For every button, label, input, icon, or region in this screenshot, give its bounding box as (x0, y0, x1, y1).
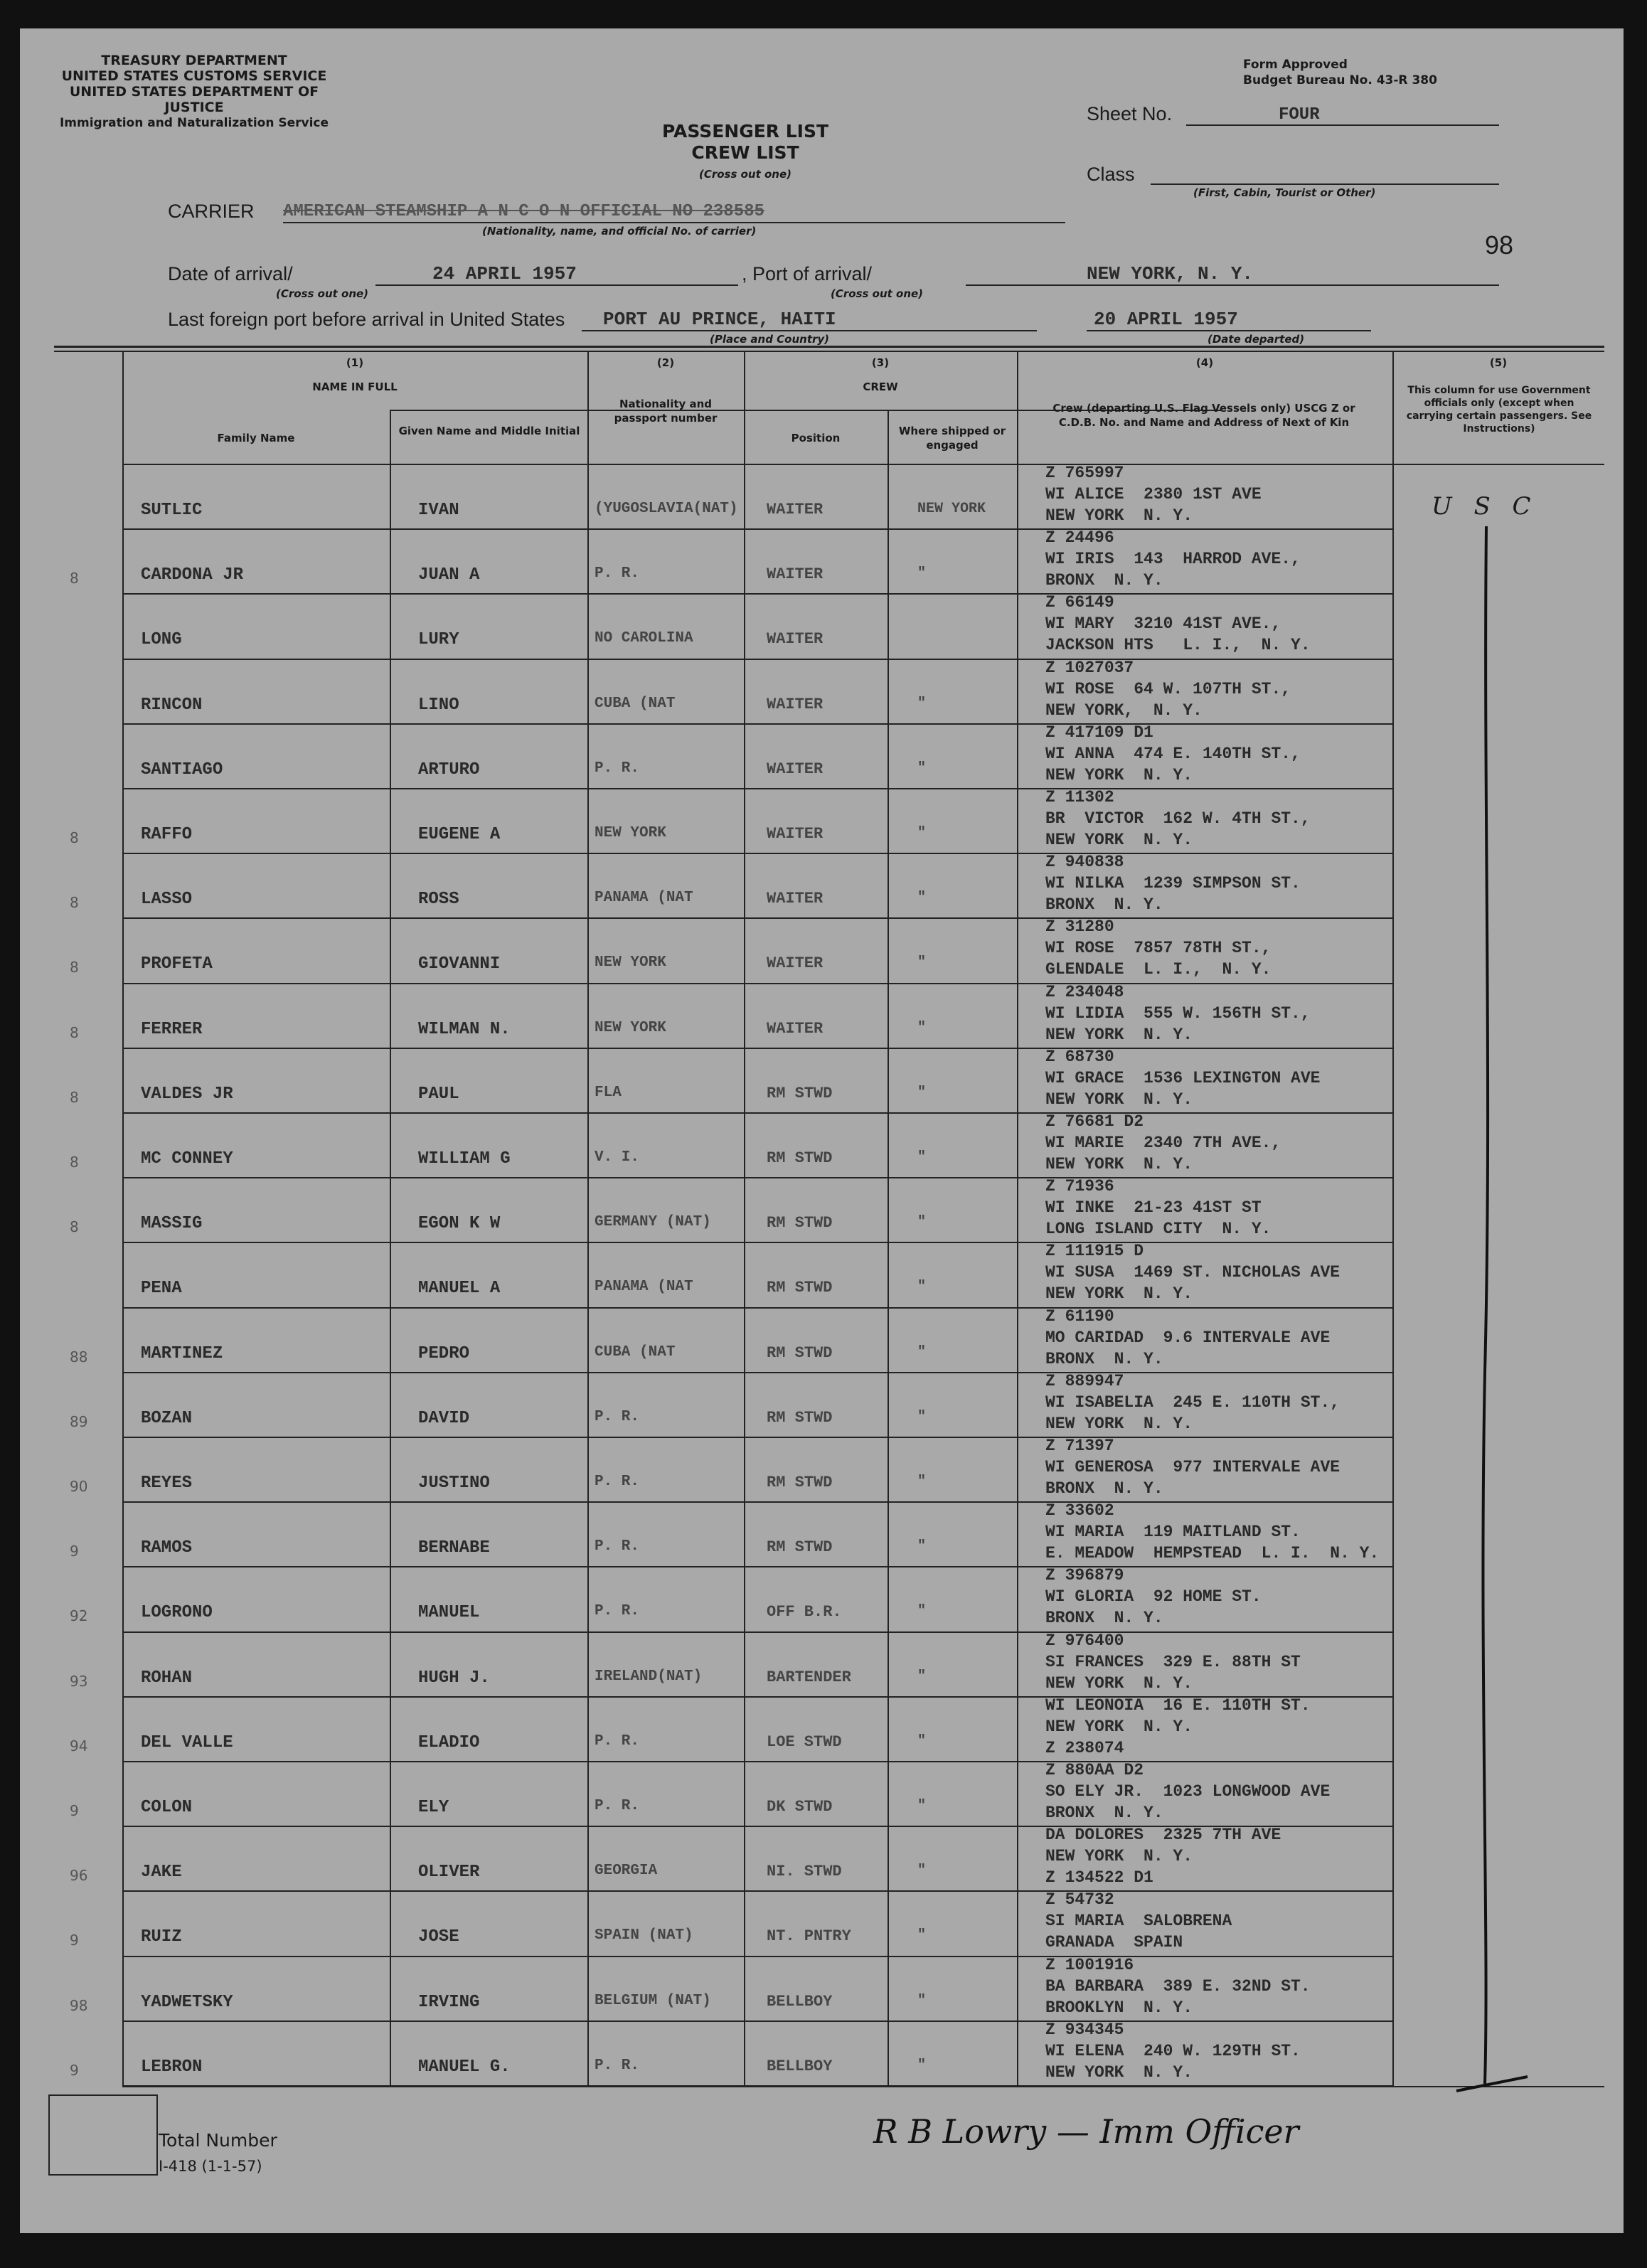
nationality: P. R. (595, 760, 640, 777)
where-shipped: " (917, 760, 927, 777)
row-number: 92 (70, 1607, 88, 1625)
sheet-no-label: Sheet No. (1087, 103, 1173, 124)
position: DK STWD (767, 1798, 833, 1816)
nationality: P. R. (595, 565, 640, 582)
nationality: P. R. (595, 1538, 640, 1555)
family-name: LOGRONO (141, 1603, 213, 1623)
row-number: 9 (70, 1932, 79, 1949)
next-of-kin: DA DOLORES 2325 7TH AVE NEW YORK N. Y. Z 134522 D1 (1045, 1826, 1281, 1888)
document-sheet (20, 28, 1624, 2233)
family-name: YADWETSKY (141, 1992, 233, 2012)
nationality: V. I. (595, 1149, 640, 1166)
position: WAITER (767, 825, 824, 843)
given-name: MANUEL A (418, 1279, 501, 1299)
nationality: SPAIN (NAT) (595, 1927, 693, 1944)
where-shipped: " (917, 1538, 927, 1555)
position: RM STWD (767, 1214, 833, 1233)
col4-number: (4) (1195, 356, 1214, 369)
nationality: NEW YORK (595, 825, 666, 841)
nationality: GERMANY (NAT) (595, 1214, 711, 1231)
where-shipped: " (917, 1798, 927, 1814)
given-name: EGON K W (418, 1214, 501, 1234)
departed-hint: (Date departed) (1208, 333, 1305, 346)
given-name: ELADIO (418, 1732, 480, 1752)
arrival-date-label: Date of arrival/ (168, 263, 293, 284)
agency-line-4: Immigration and Naturalization Service (59, 116, 329, 130)
position: RM STWD (767, 1084, 833, 1102)
next-of-kin: Z 68730 WI GRACE 1536 LEXINGTON AVE NEW YORK N. Y. (1045, 1047, 1321, 1109)
where-shipped: " (917, 1732, 927, 1750)
last-port-label: Last foreign port before arrival in United States (168, 309, 565, 330)
family-name: PROFETA (141, 954, 213, 974)
nationality: PANAMA (NAT (595, 890, 693, 907)
nationality: P. R. (595, 1603, 640, 1620)
where-shipped: " (917, 1279, 927, 1296)
col4-title: Crew (departing U.S. Flag Vessels only) USCG Z or C.D.B. No. and Name and Address of Next of Kin (1052, 402, 1355, 429)
nationality: FLA (595, 1084, 622, 1101)
where-shipped: " (917, 2057, 927, 2074)
where-shipped: " (917, 1474, 927, 1490)
next-of-kin: Z 765997 WI ALICE 2380 1ST AVE NEW YORK N. Y. (1045, 464, 1262, 525)
family-name: ROHAN (141, 1668, 193, 1688)
given-name: IRVING (418, 1992, 480, 2012)
family-name: VALDES JR (141, 1084, 233, 1104)
table-top-rule (54, 346, 1604, 348)
family-name: SANTIAGO (141, 760, 223, 779)
col-family-name: Family Name (217, 432, 295, 444)
next-of-kin: Z 889947 WI ISABELIA 245 E. 110TH ST., NEW YORK N. Y. (1045, 1371, 1340, 1433)
family-name: FERRER (141, 1019, 203, 1039)
family-name: LEBRON (141, 2057, 203, 2077)
where-shipped: " (917, 1343, 927, 1361)
family-name: LONG (141, 630, 182, 650)
family-name: LASSO (141, 890, 193, 910)
given-name: WILLIAM G (418, 1149, 511, 1168)
row-number: 8 (70, 570, 79, 587)
form-approved (1243, 57, 1437, 88)
family-name: RAFFO (141, 825, 193, 844)
col2-number: (2) (656, 356, 675, 369)
family-name: BOZAN (141, 1408, 193, 1428)
col1-number: (1) (346, 356, 364, 369)
total-number-box (48, 2094, 158, 2176)
family-name: MC CONNEY (141, 1149, 233, 1168)
nationality: NEW YORK (595, 1019, 666, 1036)
last-port-hint: (Place and Country) (710, 333, 830, 346)
family-name: CARDONA JR (141, 565, 244, 585)
position: WAITER (767, 630, 824, 649)
next-of-kin: Z 1001916 BA BARBARA 389 E. 32ND ST. BROOKLYN N. Y. (1045, 1955, 1311, 2017)
position: OFF B.R. (767, 1603, 842, 1622)
arrival-port-label: , Port of arrival/ (742, 263, 873, 284)
departed-value: 20 APRIL 1957 (1094, 309, 1238, 330)
next-of-kin: Z 417109 D1 WI ANNA 474 E. 140TH ST., NEW YORK N. Y. (1045, 723, 1301, 784)
family-name: RAMOS (141, 1538, 193, 1558)
col-position: Position (791, 432, 841, 444)
given-name: MANUEL (418, 1603, 480, 1623)
row-number: 88 (70, 1348, 88, 1365)
row-rule (122, 2085, 1392, 2087)
where-shipped: " (917, 954, 927, 971)
nationality: CUBA (NAT (595, 695, 676, 712)
last-port-value: PORT AU PRINCE, HAITI (603, 309, 836, 330)
position: RM STWD (767, 1538, 833, 1557)
title-cross-out-hint: (Cross out one) (698, 168, 792, 181)
carrier-hint: (Nationality, name, and official No. of carrier) (482, 225, 757, 238)
row-number: 8 (70, 1154, 79, 1171)
next-of-kin: WI LEONOIA 16 E. 110TH ST. NEW YORK N. Y. Z 238074 (1045, 1695, 1311, 1757)
title-crew-list: CREW LIST (691, 142, 799, 163)
row-number: 8 (70, 1218, 79, 1236)
next-of-kin: Z 76681 D2 WI MARIE 2340 7TH AVE., NEW YORK N. Y. (1045, 1112, 1281, 1173)
given-name: IVAN (418, 501, 459, 520)
next-of-kin: Z 976400 SI FRANCES 329 E. 88TH ST NEW YORK N. Y. (1045, 1631, 1301, 1693)
position: WAITER (767, 501, 824, 518)
total-number-label: Total Number (159, 2130, 277, 2151)
position: WAITER (767, 760, 824, 778)
nationality: (YUGOSLAVIA(NAT) (595, 501, 738, 517)
given-name: BERNABE (418, 1538, 490, 1558)
arrival-port-line (966, 284, 1499, 286)
row-number: 8 (70, 829, 79, 846)
sheet-no-value: FOUR (1279, 105, 1320, 124)
given-name: HUGH J. (418, 1668, 490, 1688)
where-shipped: " (917, 1408, 927, 1425)
row-number: 8 (70, 894, 79, 912)
class-line (1151, 183, 1499, 185)
given-name: ROSS (418, 890, 459, 910)
nationality: P. R. (595, 1408, 640, 1425)
position: NT. PNTRY (767, 1927, 851, 1946)
position: BARTENDER (767, 1668, 851, 1686)
family-name: RUIZ (141, 1927, 182, 1947)
next-of-kin: Z 61190 MO CARIDAD 9.6 INTERVALE AVE BRONX N. Y. (1045, 1306, 1331, 1368)
col3-title: CREW (863, 380, 898, 393)
col5-title: This column for use Government officials only (except when carrying certain passengers. See Instructions) (1406, 385, 1592, 435)
where-shipped: " (917, 1927, 927, 1944)
next-of-kin: Z 1027037 WI ROSE 64 W. 107TH ST., NEW YORK, N. Y. (1045, 658, 1291, 720)
col5-number: (5) (1489, 356, 1508, 369)
carrier-value: AMERICAN STEAMSHIP A N C O N OFFICIAL NO 238585 (283, 202, 764, 221)
class-hint: (First, Cabin, Tourist or Other) (1193, 186, 1376, 199)
arrival-date-value: 24 APRIL 1957 (432, 263, 577, 284)
given-name: PAUL (418, 1084, 459, 1104)
position: BELLBOY (767, 1992, 833, 2011)
class-label: Class (1087, 164, 1135, 185)
next-of-kin: Z 31280 WI ROSE 7857 78TH ST., GLENDALE L. I., N. Y. (1045, 917, 1272, 979)
given-name: ELY (418, 1798, 449, 1817)
arrival-port-value: NEW YORK, N. Y. (1087, 263, 1254, 284)
family-name: RINCON (141, 695, 203, 715)
nationality: NEW YORK (595, 954, 666, 971)
agency-block (59, 53, 329, 131)
departed-line (1087, 330, 1371, 331)
where-shipped: " (917, 1214, 927, 1231)
budget-bureau-label: Budget Bureau No. 43-R 380 (1243, 73, 1437, 87)
col5-bracket (1442, 519, 1535, 2112)
nationality: P. R. (595, 1474, 640, 1490)
officer-signature: R B Lowry — Imm Officer (873, 2112, 1299, 2151)
row-number: 89 (70, 1412, 88, 1430)
row-number: 8 (70, 1023, 79, 1041)
family-name: PENA (141, 1279, 182, 1299)
row-number: 94 (70, 1737, 88, 1755)
page-number: 98 (1485, 230, 1514, 260)
where-shipped: " (917, 1668, 927, 1685)
next-of-kin: Z 33602 WI MARIA 119 MAITLAND ST. E. MEADOW HEMPSTEAD L. I. N. Y. (1045, 1501, 1380, 1563)
given-name: MANUEL G. (418, 2057, 511, 2077)
position: RM STWD (767, 1343, 833, 1362)
where-shipped: " (917, 1084, 927, 1101)
given-name: JUAN A (418, 565, 480, 585)
position: WAITER (767, 565, 824, 584)
form-approved-label: Form Approved (1243, 58, 1348, 72)
sheet-no-line (1186, 124, 1499, 126)
next-of-kin: Z 234048 WI LIDIA 555 W. 156TH ST., NEW YORK N. Y. (1045, 982, 1311, 1044)
next-of-kin: Z 880AA D2 SO ELY JR. 1023 LONGWOOD AVE BRONX N. Y. (1045, 1761, 1331, 1822)
row-number: 96 (70, 1867, 88, 1885)
nationality: BELGIUM (NAT) (595, 1992, 711, 2009)
nationality: P. R. (595, 1732, 640, 1750)
where-shipped: NEW YORK (917, 501, 986, 517)
next-of-kin: Z 71936 WI INKE 21-23 41ST ST LONG ISLAND CITY N. Y. (1045, 1177, 1272, 1239)
position: BELLBOY (767, 2057, 833, 2075)
where-shipped: " (917, 825, 927, 841)
col3-number: (3) (871, 356, 890, 369)
given-name: LINO (418, 695, 459, 715)
row-number: 9 (70, 1543, 79, 1560)
carrier-line (283, 222, 1065, 223)
next-of-kin: Z 11302 BR VICTOR 162 W. 4TH ST., NEW YORK N. Y. (1045, 788, 1311, 849)
col-rule-1 (390, 410, 391, 2086)
next-of-kin: Z 396879 WI GLORIA 92 HOME ST. BRONX N. Y. (1045, 1566, 1262, 1628)
nationality: IRELAND(NAT) (595, 1668, 703, 1685)
nationality: GEORGIA (595, 1863, 658, 1880)
next-of-kin: Z 940838 WI NILKA 1239 SIMPSON ST. BRONX N. Y. (1045, 853, 1301, 915)
agency-line-3: UNITED STATES DEPARTMENT OF JUSTICE (69, 84, 319, 115)
last-port-line (582, 330, 1037, 331)
given-name: GIOVANNI (418, 954, 501, 974)
col-rule-6 (1392, 351, 1394, 2086)
row-number: 8 (70, 959, 79, 976)
position: LOE STWD (767, 1732, 842, 1751)
nationality: CUBA (NAT (595, 1343, 676, 1361)
family-name: DEL VALLE (141, 1732, 233, 1752)
nationality: P. R. (595, 2057, 640, 2074)
given-name: EUGENE A (418, 825, 501, 844)
next-of-kin: Z 71397 WI GENEROSA 977 INTERVALE AVE BRONX N. Y. (1045, 1437, 1340, 1498)
position: WAITER (767, 954, 824, 973)
family-name: SUTLIC (141, 501, 203, 520)
position: NI. STWD (767, 1863, 842, 1881)
col5-mark: U S C (1432, 492, 1538, 521)
next-of-kin: Z 66149 WI MARY 3210 41ST AVE., JACKSON HTS L. I., N. Y. (1045, 593, 1311, 655)
row-number: 8 (70, 1088, 79, 1106)
family-name: MASSIG (141, 1214, 203, 1234)
row-number: 90 (70, 1478, 88, 1495)
where-shipped: " (917, 890, 927, 907)
where-shipped: " (917, 695, 927, 712)
row-number: 9 (70, 1802, 79, 1819)
col-given-name: Given Name and Middle Initial (398, 425, 580, 437)
nationality: P. R. (595, 1798, 640, 1814)
position: WAITER (767, 1019, 824, 1038)
position: WAITER (767, 695, 824, 713)
position: RM STWD (767, 1408, 833, 1427)
col-where-shipped: Where shipped or engaged (898, 425, 1006, 452)
given-name: JUSTINO (418, 1474, 490, 1493)
title-passenger-list: PASSENGER LIST (661, 121, 829, 142)
given-name: LURY (418, 630, 459, 650)
where-shipped: " (917, 1019, 927, 1036)
form-code: I-418 (1-1-57) (159, 2158, 262, 2175)
row-number: 9 (70, 2061, 79, 2079)
nationality: PANAMA (NAT (595, 1279, 693, 1296)
carrier-label: CARRIER (168, 201, 255, 222)
position: RM STWD (767, 1474, 833, 1491)
where-shipped: " (917, 565, 927, 582)
where-shipped: " (917, 1603, 927, 1620)
position: RM STWD (767, 1279, 833, 1297)
family-name: MARTINEZ (141, 1343, 223, 1363)
col-rule-4 (888, 410, 889, 2086)
agency-line-1: TREASURY DEPARTMENT (101, 53, 287, 68)
given-name: JOSE (418, 1927, 459, 1947)
table-top-rule-2 (54, 351, 1604, 352)
family-name: JAKE (141, 1863, 182, 1883)
col1-title: NAME IN FULL (312, 380, 398, 393)
row-number: 98 (70, 1996, 88, 2014)
family-name: REYES (141, 1474, 193, 1493)
row-number: 93 (70, 1672, 88, 1690)
given-name: WILMAN N. (418, 1019, 511, 1039)
position: RM STWD (767, 1149, 833, 1167)
where-shipped: " (917, 1149, 927, 1166)
next-of-kin: Z 54732 SI MARIA SALOBRENA GRANADA SPAIN (1045, 1890, 1232, 1952)
nationality: NO CAROLINA (595, 630, 693, 647)
given-name: DAVID (418, 1408, 470, 1428)
agency-line-2: UNITED STATES CUSTOMS SERVICE (61, 68, 327, 84)
given-name: OLIVER (418, 1863, 480, 1883)
given-name: ARTURO (418, 760, 480, 779)
arrival-date-hint: (Cross out one) (276, 287, 369, 300)
col2-title: Nationality and passport number (614, 398, 718, 425)
next-of-kin: Z 934345 WI ELENA 240 W. 129TH ST. NEW YORK N. Y. (1045, 2020, 1301, 2082)
given-name: PEDRO (418, 1343, 470, 1363)
header-bottom-rule (122, 464, 1604, 465)
where-shipped: " (917, 1992, 927, 2009)
arrival-date-line (375, 284, 738, 286)
next-of-kin: Z 24496 WI IRIS 143 HARROD AVE., BRONX N. Y. (1045, 528, 1301, 590)
arrival-port-hint: (Cross out one) (831, 287, 924, 300)
family-name: COLON (141, 1798, 193, 1817)
list-title (646, 121, 845, 185)
position: WAITER (767, 890, 824, 908)
next-of-kin: Z 111915 D WI SUSA 1469 ST. NICHOLAS AVE NEW YORK N. Y. (1045, 1242, 1340, 1304)
where-shipped: " (917, 1863, 927, 1880)
